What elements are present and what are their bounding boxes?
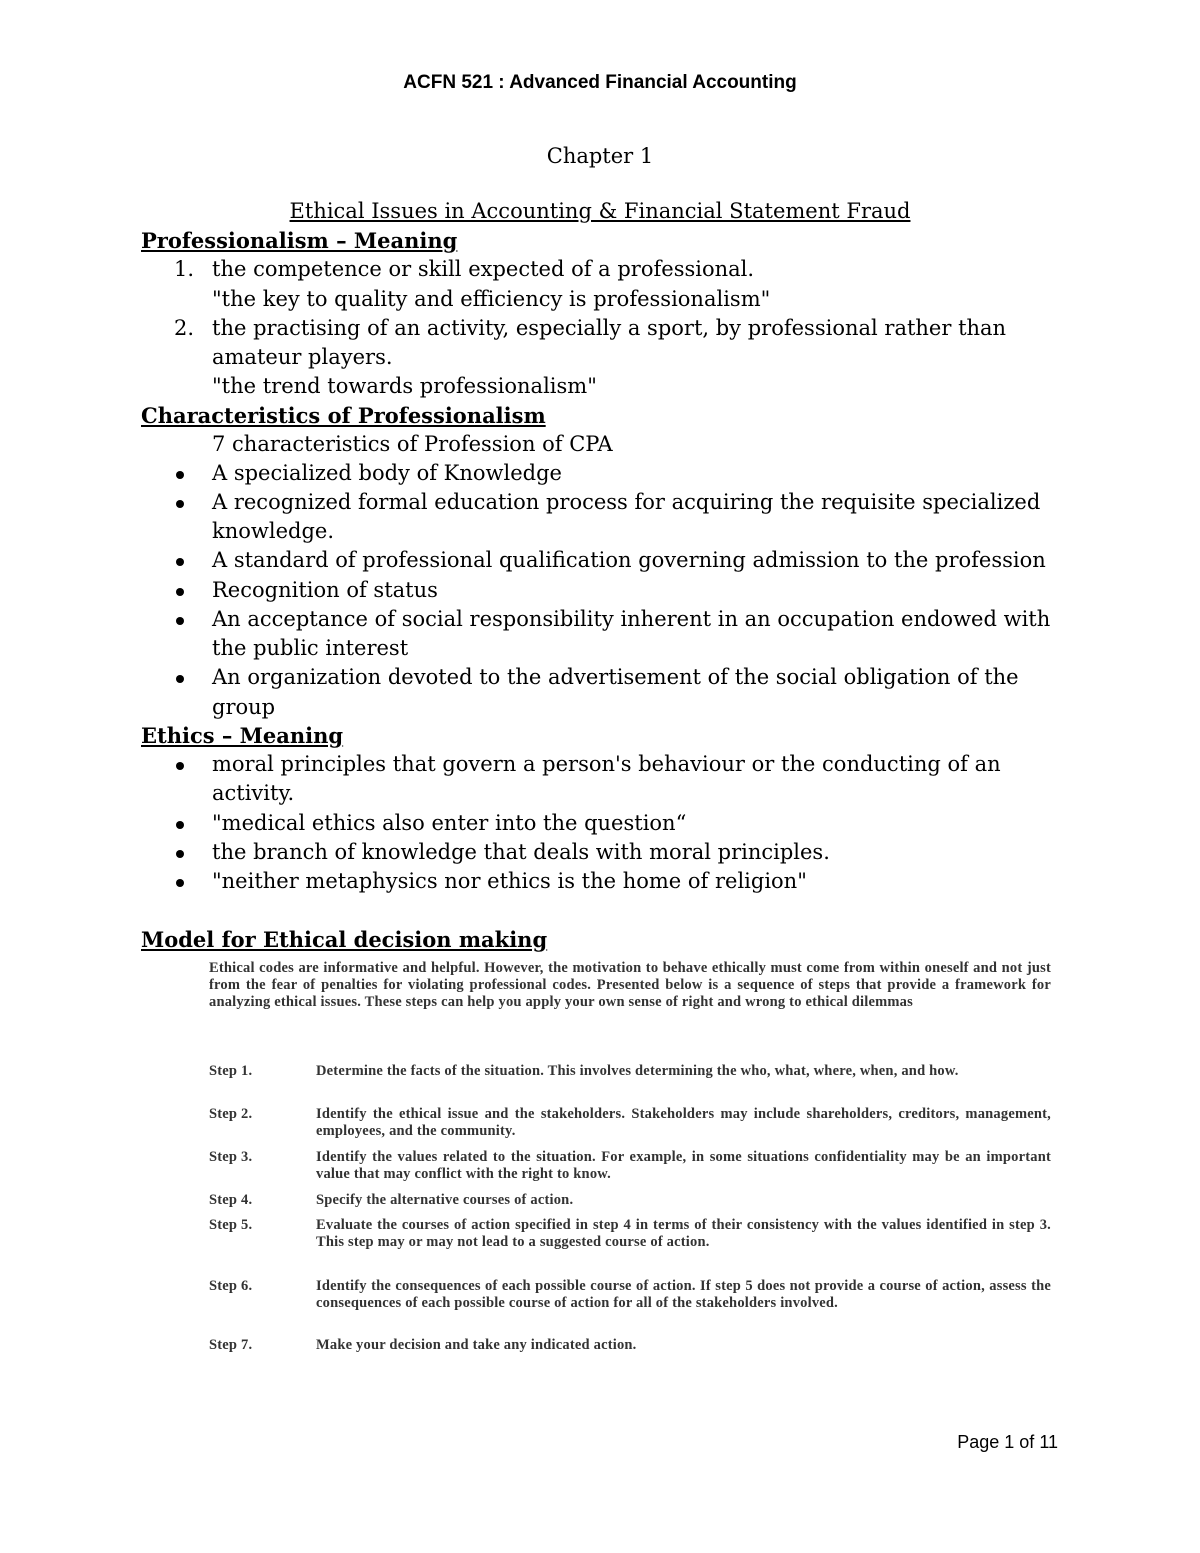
bullet-icon bbox=[176, 471, 184, 479]
step-description: Evaluate the courses of action specified in step 4 in terms of their consistency with the values identified in step 3. This step may or may not lead to a suggested course of action. bbox=[316, 1217, 1051, 1250]
list-number: 1. bbox=[174, 257, 195, 281]
step-label: Step 7. bbox=[209, 1337, 253, 1353]
step-description: Identify the values related to the situation. For example, in some situations confidentiality may be an important value that may conflict with the right to know. bbox=[316, 1149, 1051, 1182]
list-item-text: An organization devoted to the advertisement of the social obligation of the bbox=[212, 665, 1019, 689]
step-description: Identify the ethical issue and the stakeholders. Stakeholders may include shareholders, creditors, management, employees, and the community. bbox=[316, 1106, 1051, 1139]
bullet-icon bbox=[176, 850, 184, 858]
course-header: ACFN 521 : Advanced Financial Accounting bbox=[403, 72, 797, 93]
list-item-text: the branch of knowledge that deals with moral principles. bbox=[212, 840, 830, 864]
bullet-icon bbox=[176, 879, 184, 887]
bullet-icon bbox=[176, 558, 184, 566]
step-label: Step 2. bbox=[209, 1106, 253, 1122]
list-item-text: "neither metaphysics nor ethics is the home of religion" bbox=[212, 869, 807, 893]
list-item-text: moral principles that govern a person's behaviour or the conducting of an bbox=[212, 752, 1001, 776]
list-item-text: the public interest bbox=[212, 636, 409, 660]
list-item-quote: "the key to quality and efficiency is professionalism" bbox=[212, 287, 771, 311]
step-description: Identify the consequences of each possible course of action. If step 5 does not provide a course of action, assess the consequences of each possible course of action for all of the stakeholders involved. bbox=[316, 1278, 1051, 1311]
list-number: 2. bbox=[174, 316, 195, 340]
section-heading-model: Model for Ethical decision making bbox=[141, 927, 548, 952]
bullet-icon bbox=[176, 762, 184, 770]
document-title: Ethical Issues in Accounting & Financial Statement Fraud bbox=[289, 199, 911, 223]
list-item-quote: "the trend towards professionalism" bbox=[212, 374, 597, 398]
section-heading-characteristics: Characteristics of Professionalism bbox=[141, 403, 546, 428]
list-item-text: group bbox=[212, 695, 276, 719]
step-label: Step 6. bbox=[209, 1278, 253, 1294]
list-item-text: An acceptance of social responsibility inherent in an occupation endowed with bbox=[212, 607, 1051, 631]
step-label: Step 3. bbox=[209, 1149, 253, 1165]
characteristics-intro: 7 characteristics of Profession of CPA bbox=[212, 432, 613, 456]
section-heading-ethics: Ethics – Meaning bbox=[141, 723, 344, 748]
bullet-icon bbox=[176, 821, 184, 829]
model-intro-paragraph: Ethical codes are informative and helpful. However, the motivation to behave ethically must come from within oneself and not just from the fear of penalties for violating professional codes. Presented below is a sequence of steps that provide a framework for analyzing ethical issues. These steps can help you apply your own sense of right and wrong to ethical dilemmas bbox=[209, 960, 1051, 1010]
list-item-text: "medical ethics also enter into the question“ bbox=[212, 811, 687, 835]
chapter-heading: Chapter 1 bbox=[546, 144, 654, 168]
list-item-text: A standard of professional qualification governing admission to the profession bbox=[212, 548, 1046, 572]
bullet-icon bbox=[176, 617, 184, 625]
list-item-text: the competence or skill expected of a professional. bbox=[212, 257, 755, 281]
list-item-text: A specialized body of Knowledge bbox=[212, 461, 562, 485]
step-description: Specify the alternative courses of action. bbox=[316, 1192, 574, 1208]
section-heading-professionalism: Professionalism – Meaning bbox=[141, 228, 458, 253]
list-item-text: knowledge. bbox=[212, 519, 335, 543]
step-description: Make your decision and take any indicated action. bbox=[316, 1337, 637, 1353]
list-item-text: the practising of an activity, especially a sport, by professional rather than bbox=[212, 316, 1007, 340]
bullet-icon bbox=[176, 500, 184, 508]
list-item-text: A recognized formal education process for acquiring the requisite specialized bbox=[212, 490, 1041, 514]
bullet-icon bbox=[176, 588, 184, 596]
list-item-text: amateur players. bbox=[212, 345, 393, 369]
step-description: Determine the facts of the situation. This involves determining the who, what, where, when, and how. bbox=[316, 1063, 959, 1079]
bullet-icon bbox=[176, 675, 184, 683]
step-label: Step 1. bbox=[209, 1063, 253, 1079]
list-item-text: Recognition of status bbox=[212, 578, 438, 602]
page-number: Page 1 of 11 bbox=[957, 1432, 1058, 1452]
step-label: Step 4. bbox=[209, 1192, 253, 1208]
list-item-text: activity. bbox=[212, 781, 295, 805]
step-label: Step 5. bbox=[209, 1217, 253, 1233]
